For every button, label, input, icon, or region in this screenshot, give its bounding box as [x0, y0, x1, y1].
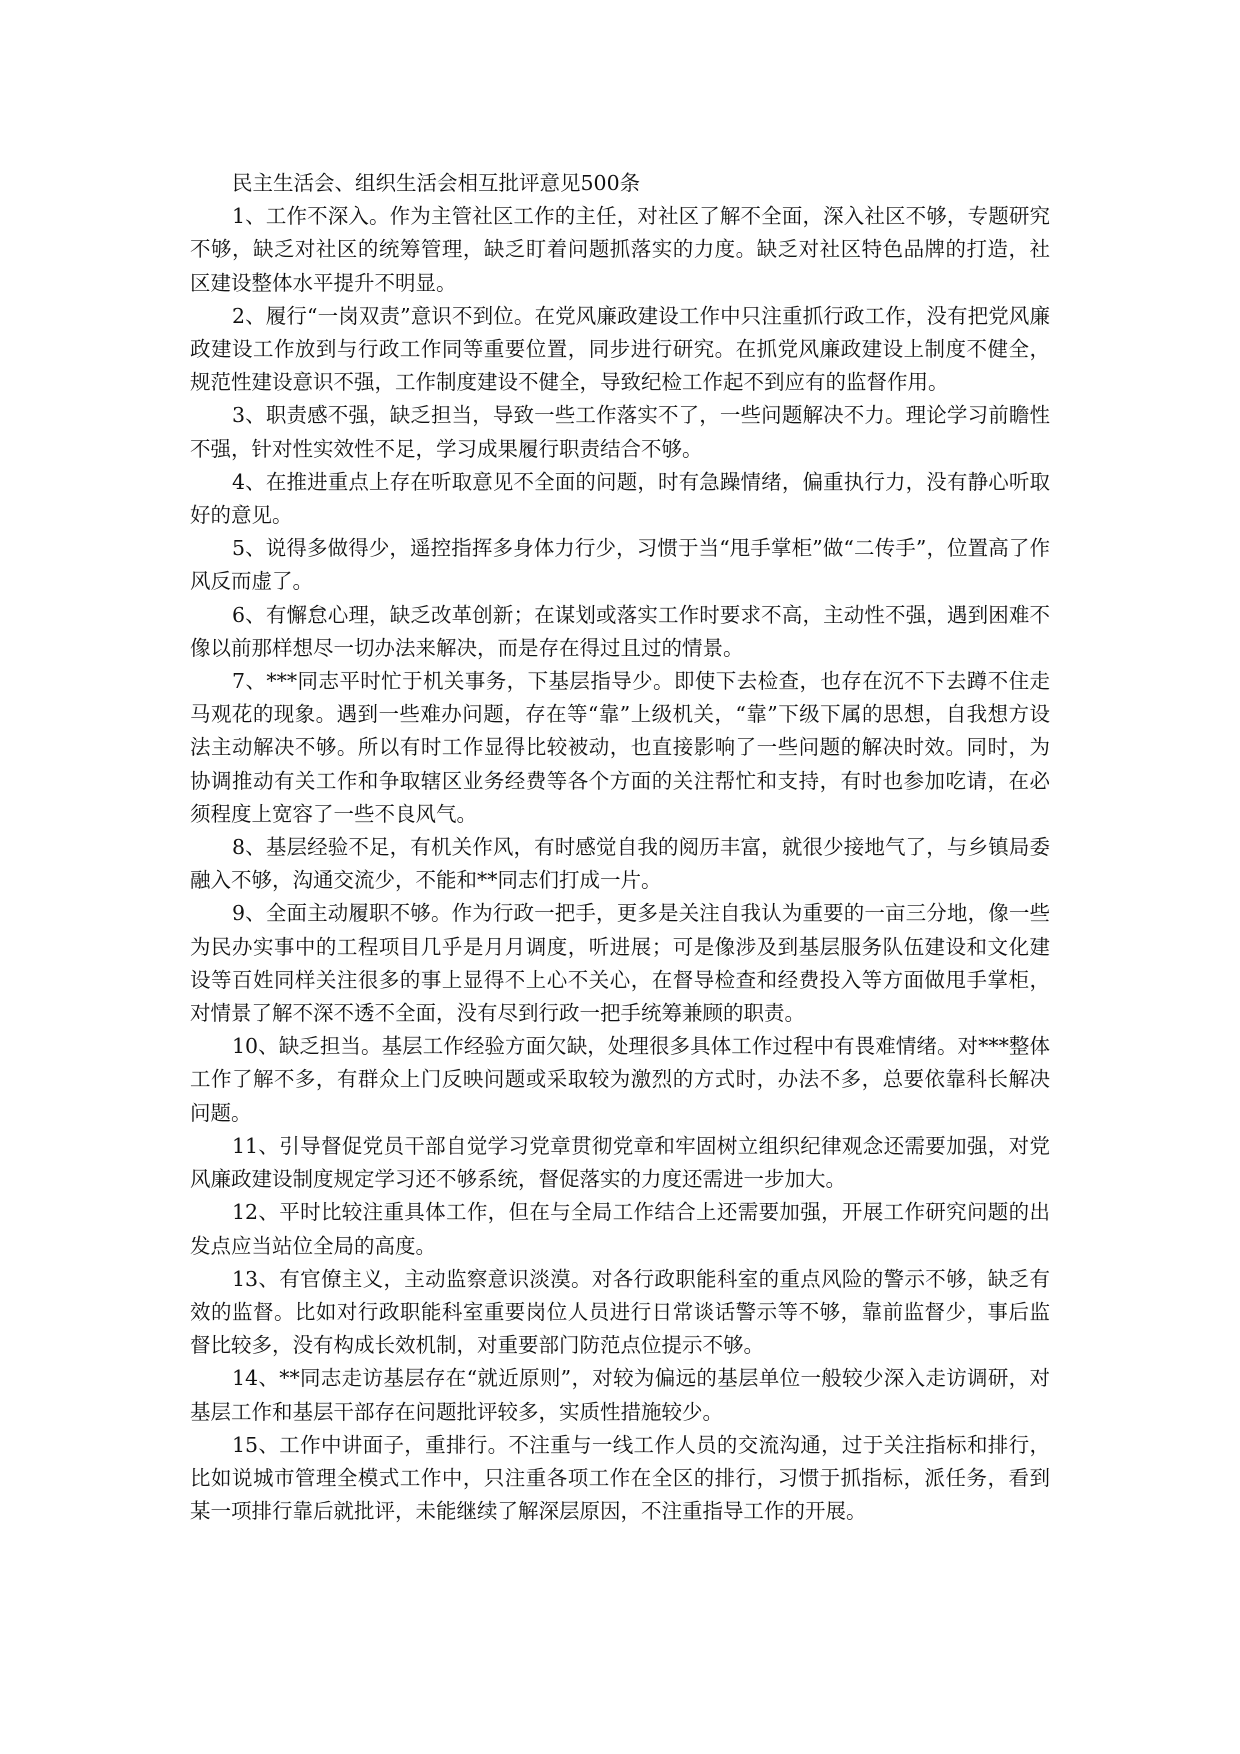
paragraph-8: 8、基层经验不足，有机关作风，有时感觉自我的阅历丰富，就很少接地气了，与乡镇局委融入不够，沟通交流少，不能和**同志们打成一片。: [190, 835, 1050, 893]
paragraph-7: 7、***同志平时忙于机关事务，下基层指导少。即使下去检查，也存在沉不下去蹲不住走马观花的现象。遇到一些难办问题，存在等“靠”上级机关，“靠”下级下属的思想，自我想方设法主动解决不够。所以有时工作显得比较被动，也直接影响了一些问题的解决时效。同时，为协调推动有关工作和争取辖区业务经费等各个方面的关注帮忙和支持，有时也参加吃请，在必须程度上宽容了一些不良风气。: [190, 669, 1050, 826]
paragraph-12: 12、平时比较注重具体工作，但在与全局工作结合上还需要加强，开展工作研究问题的出发点应当站位全局的高度。: [190, 1200, 1050, 1258]
paragraph-13: 13、有官僚主义，主动监察意识淡漠。对各行政职能科室的重点风险的警示不够，缺乏有效的监督。比如对行政职能科室重要岗位人员进行日常谈话警示等不够，靠前监督少，事后监督比较多，没有构成长效机制，对重要部门防范点位提示不够。: [190, 1266, 1050, 1358]
paragraph-11: 11、引导督促党员干部自觉学习党章贯彻党章和牢固树立组织纪律观念还需要加强，对党风廉政建设制度规定学习还不够系统，督促落实的力度还需进一步加大。: [190, 1133, 1050, 1192]
paragraph-10: 10、缺乏担当。基层工作经验方面欠缺，处理很多具体工作过程中有畏难情绪。对***整体工作了解不多，有群众上门反映问题或采取较为激烈的方式时，办法不多，总要依靠科长解决问题。: [190, 1034, 1050, 1125]
paragraph-14: 14、**同志走访基层存在“就近原则”，对较为偏远的基层单位一般较少深入走访调研，对基层工作和基层干部存在问题批评较多，实质性措施较少。: [190, 1366, 1050, 1424]
paragraph-3: 3、职责感不强，缺乏担当，导致一些工作落实不了，一些问题解决不力。理论学习前瞻性不强，针对性实效性不足，学习成果履行职责结合不够。: [190, 403, 1050, 461]
document-title: 民主生活会、组织生活会相互批评意见500条: [232, 171, 641, 195]
paragraph-4: 4、在推进重点上存在听取意见不全面的问题，时有急躁情绪，偏重执行力，没有静心听取好的意见。: [190, 469, 1050, 528]
paragraph-2: 2、履行“一岗双责”意识不到位。在党风廉政建设工作中只注重抓行政工作，没有把党风廉政建设工作放到与行政工作同等重要位置，同步进行研究。在抓党风廉政建设上制度不健全，规范性建设意识不强，工作制度建设不健全，导致纪检工作起不到应有的监督作用。: [190, 303, 1050, 395]
document-body: [190, 167, 1050, 1528]
paragraph-9: 9、全面主动履职不够。作为行政一把手，更多是关注自我认为重要的一亩三分地，像一些为民办实事中的工程项目几乎是月月调度，听进展；可是像涉及到基层服务队伍建设和文化建设等百姓同样关注很多的事上显得不上心不关心，在督导检查和经费投入等方面做甩手掌柜，对情景了解不深不透不全面，没有尽到行政一把手统筹兼顾的职责。: [190, 901, 1050, 1026]
paragraph-1: 1、工作不深入。作为主管社区工作的主任，对社区了解不全面，深入社区不够，专题研究不够，缺乏对社区的统筹管理，缺乏盯着问题抓落实的力度。缺乏对社区特色品牌的打造，社区建设整体水平提升不明显。: [190, 204, 1050, 295]
paragraph-5: 5、说得多做得少，遥控指挥多身体力行少，习惯于当“甩手掌柜”做“二传手”，位置高了作风反而虚了。: [190, 536, 1050, 594]
paragraph-15: 15、工作中讲面子，重排行。不注重与一线工作人员的交流沟通，过于关注指标和排行，比如说城市管理全模式工作中，只注重各项工作在全区的排行，习惯于抓指标，派任务，看到某一项排行靠后就批评，未能继续了解深层原因，不注重指导工作的开展。: [190, 1432, 1050, 1524]
paragraph-6: 6、有懈怠心理，缺乏改革创新；在谋划或落实工作时要求不高，主动性不强，遇到困难不像以前那样想尽一切办法来解决，而是存在得过且过的情景。: [190, 602, 1050, 660]
